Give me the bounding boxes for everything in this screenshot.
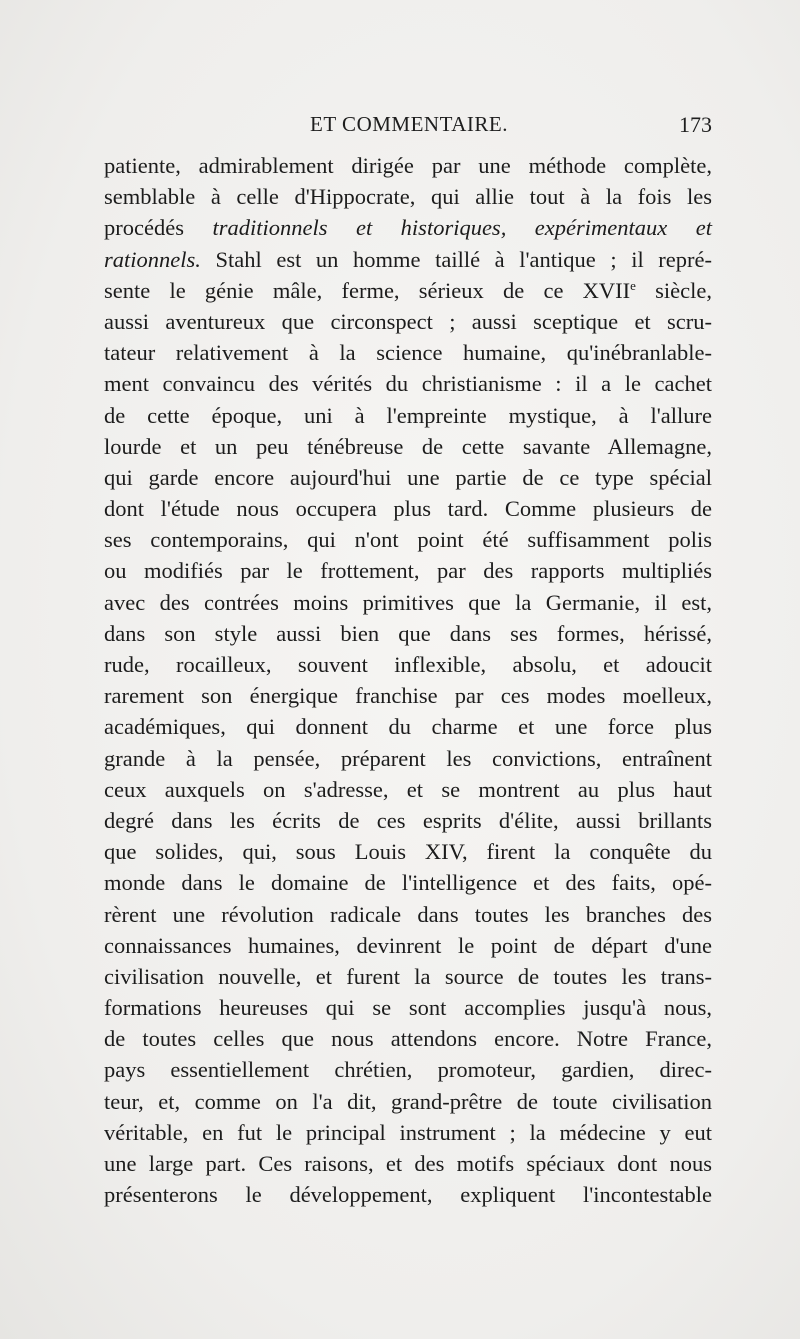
running-title: ET COMMENTAIRE. xyxy=(310,112,508,136)
text-line: dans son style aussi bien que dans ses formes, hérissé, xyxy=(104,620,712,646)
text-line: véritable, en fut le principal instrument ; la médecine y eut xyxy=(104,1119,712,1145)
text-line: ceux auxquels on s'adresse, et se montrent au plus haut xyxy=(104,776,712,802)
text-line: connaissances humaines, devinrent le point de départ d'une xyxy=(104,932,712,958)
body-text xyxy=(104,150,712,1210)
text-line xyxy=(104,275,712,306)
text-line xyxy=(104,212,712,243)
text-line: grande à la pensée, préparent les convictions, entraînent xyxy=(104,745,712,771)
text-line: rude, rocailleux, souvent inflexible, absolu, et adoucit xyxy=(104,652,712,677)
text-line: académiques, qui donnent du charme et une force plus xyxy=(104,714,712,740)
text-line: lourde et un peu ténébreuse de cette savante Allemagne, xyxy=(104,433,712,459)
text-line: monde dans le domaine de l'intelligence et des faits, opé- xyxy=(104,870,712,896)
superscript: e xyxy=(630,277,636,293)
text-run: sente le génie mâle, ferme, sérieux de ce XVII xyxy=(104,277,631,303)
text-line: présenterons le développement, expliquent l'incontestable xyxy=(104,1182,712,1208)
text-line: ses contemporains, qui n'ont point été suffisamment polis xyxy=(104,527,712,553)
text-line: que solides, qui, sous Louis XIV, firent la conquête du xyxy=(104,839,712,865)
text-line: pays essentiellement chrétien, promoteur, gardien, direc- xyxy=(104,1057,712,1083)
text-line: teur, et, comme on l'a dit, grand-prêtre de toute civilisation xyxy=(104,1088,712,1114)
text-line: patiente, admirablement dirigée par une méthode complète, xyxy=(104,153,712,178)
text-line: semblable à celle d'Hippocrate, qui allie tout à la fois les xyxy=(104,184,712,210)
text-line xyxy=(104,244,712,275)
text-line: de toutes celles que nous attendons encore. Notre France, xyxy=(104,1026,712,1052)
running-head xyxy=(106,112,712,142)
text-line: rarement son énergique franchise par ces modes moelleux, xyxy=(104,683,712,709)
text-line: ment convaincu des vérités du christianisme : il a le cachet xyxy=(104,371,712,397)
text-run: siècle, xyxy=(635,277,713,303)
text-run: procédés xyxy=(104,215,213,241)
text-line: qui garde encore aujourd'hui une partie de ce type spécial xyxy=(104,464,712,490)
text-line: degré dans les écrits de ces esprits d'élite, aussi brillants xyxy=(104,807,712,833)
text-line: civilisation nouvelle, et furent la source de toutes les trans- xyxy=(104,963,712,989)
text-line: dont l'étude nous occupera plus tard. Comme plusieurs de xyxy=(104,496,712,522)
text-line: une large part. Ces raisons, et des motifs spéciaux dont nous xyxy=(104,1151,712,1176)
text-line: rèrent une révolution radicale dans toutes les branches des xyxy=(104,901,712,927)
text-line: aussi aventureux que circonspect ; aussi sceptique et scru- xyxy=(104,308,712,334)
text-line: avec des contrées moins primitives que la Germanie, il est, xyxy=(104,589,712,615)
page-number: 173 xyxy=(679,112,712,137)
text-run: Stahl est un homme taillé à l'antique ; il repré- xyxy=(200,246,712,272)
italic-phrase: rationnels. xyxy=(104,246,201,272)
text-line: de cette époque, uni à l'empreinte mystique, à l'allure xyxy=(104,402,712,428)
text-line: formations heureuses qui se sont accomplies jusqu'à nous, xyxy=(104,995,712,1021)
italic-phrase: traditionnels et historiques, expérimentaux et xyxy=(212,215,712,241)
text-line: tateur relativement à la science humaine, qu'inébranlable- xyxy=(104,340,712,366)
text-line: ou modifiés par le frottement, par des rapports multipliés xyxy=(104,558,712,584)
